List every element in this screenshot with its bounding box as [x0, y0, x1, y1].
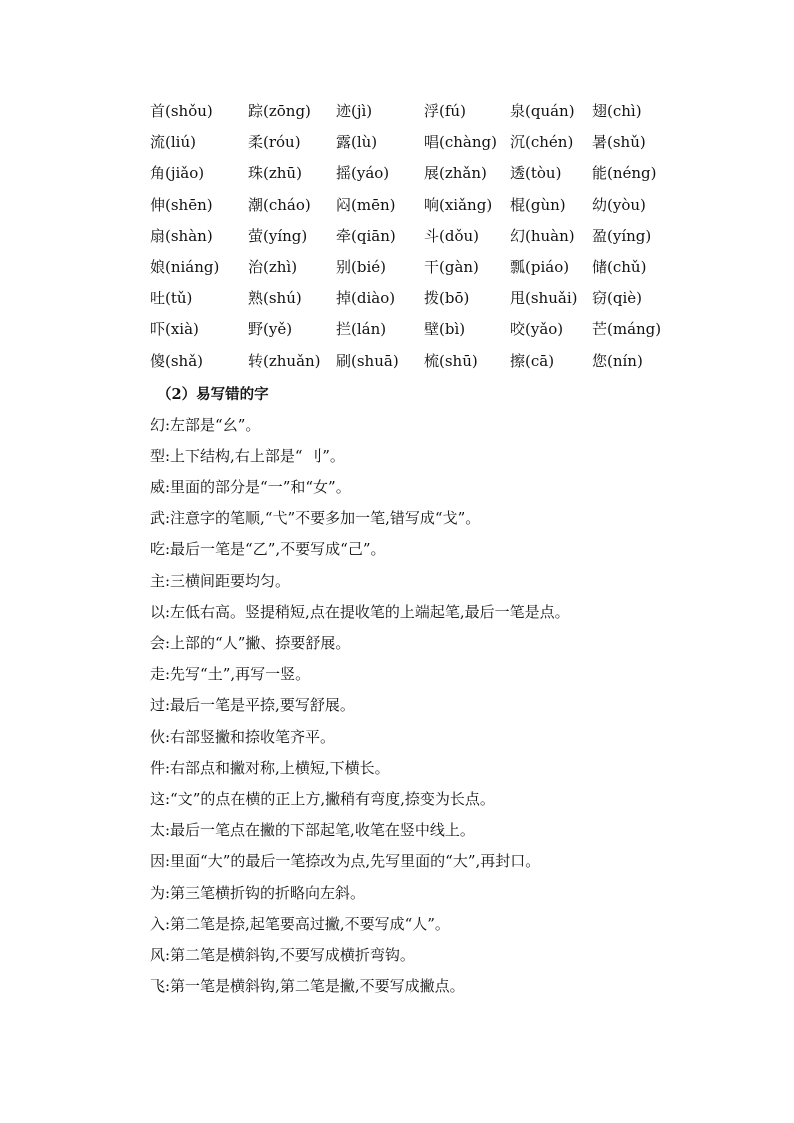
note-line: 以:左低右高。竖提稍短,点在提收笔的上端起笔,最后一笔是点。	[150, 602, 570, 621]
pinyin-entry: 唱(chàng)	[424, 133, 497, 152]
pinyin-entry: 珠(zhū)	[248, 164, 302, 183]
pinyin-entry: 暑(shǔ)	[592, 133, 646, 152]
note-line: 件:右部点和撇对称,上横短,下横长。	[150, 758, 390, 777]
pinyin-entry: 浮(fú)	[424, 102, 466, 120]
pinyin-entry: 扇(shàn)	[150, 226, 213, 245]
pinyin-entry: 刷(shuā)	[336, 351, 399, 370]
note-line: 太:最后一笔点在撇的下部起笔,收笔在竖中线上。	[150, 821, 475, 840]
note-line: 武:注意字的笔顺,“弋”不要多加一笔,错写成“戈”。	[150, 509, 481, 528]
note-line: 为:第三笔横折钩的折略向左斜。	[150, 883, 366, 902]
pinyin-entry: 能(néng)	[592, 164, 657, 183]
pinyin-entry: 迹(jì)	[336, 102, 373, 120]
pinyin-entry: 翅(chì)	[592, 102, 642, 120]
pinyin-entry: 壁(bì)	[424, 320, 466, 339]
note-line: 威:里面的部分是“一”和“女”。	[150, 478, 351, 497]
pinyin-entry: 透(tòu)	[510, 164, 562, 183]
pinyin-entry: 响(xiǎng)	[424, 195, 493, 214]
note-line: 主:三横间距要均匀。	[150, 571, 291, 590]
pinyin-entry: 幻(huàn)	[510, 226, 575, 245]
pinyin-entry: 棍(gùn)	[510, 195, 566, 214]
note-line: 伙:右部竖撇和捺收笔齐平。	[150, 727, 336, 746]
pinyin-entry: 露(lù)	[336, 133, 378, 152]
note-line: 型:上下结构,右上部是“ 刂”。	[150, 446, 345, 465]
pinyin-entry: 沉(chén)	[510, 133, 574, 152]
pinyin-entry: 幼(yòu)	[592, 195, 646, 214]
note-line: 入:第二笔是捺,起笔要高过撇,不要写成“人”。	[150, 914, 450, 933]
note-line: 这:“文”的点在横的正上方,撇稍有弯度,捺变为长点。	[150, 789, 495, 808]
pinyin-entry: 别(bié)	[336, 257, 386, 276]
pinyin-entry: 展(zhǎn)	[424, 164, 487, 183]
pinyin-entry: 治(zhì)	[248, 257, 298, 276]
pinyin-entry: 娘(niáng)	[150, 257, 220, 276]
pinyin-entry: 干(gàn)	[424, 257, 479, 276]
note-line: 幻:左部是“幺”。	[150, 415, 261, 434]
section-title: （2）易写错的字	[157, 385, 269, 403]
pinyin-entry: 窃(qiè)	[592, 289, 642, 308]
note-line: 飞:第一笔是横斜钩,第二笔是撇,不要写成撇点。	[150, 977, 465, 996]
pinyin-entry: 擦(cā)	[510, 351, 555, 370]
pinyin-entry: 斗(dǒu)	[424, 226, 479, 245]
pinyin-entry: 牵(qiān)	[336, 226, 396, 245]
pinyin-entry: 梳(shū)	[424, 351, 478, 370]
document-page	[150, 96, 710, 1002]
pinyin-entry: 萤(yíng)	[248, 226, 308, 245]
pinyin-entry: 吐(tǔ)	[150, 289, 193, 308]
pinyin-entry: 拦(lán)	[336, 320, 387, 339]
pinyin-entry: 踪(zōng)	[248, 102, 311, 120]
pinyin-entry: 您(nín)	[592, 351, 643, 370]
pinyin-entry: 闷(mēn)	[336, 195, 396, 214]
note-line: 会:上部的“人”撇、捺要舒展。	[150, 634, 351, 652]
pinyin-entry: 伸(shēn)	[150, 195, 213, 214]
pinyin-entry: 拨(bō)	[424, 289, 470, 308]
pinyin-entry: 柔(róu)	[248, 133, 301, 152]
pinyin-entry: 盈(yíng)	[592, 226, 652, 245]
pinyin-entry: 吓(xià)	[150, 320, 199, 339]
pinyin-entry: 芒(máng)	[592, 320, 662, 339]
pinyin-entry: 储(chǔ)	[592, 257, 647, 276]
pinyin-entry: 转(zhuǎn)	[248, 351, 321, 370]
pinyin-entry: 首(shǒu)	[150, 102, 213, 120]
note-line: 过:最后一笔是平捺,要写舒展。	[150, 696, 355, 715]
pinyin-entry: 摇(yáo)	[336, 164, 390, 183]
pinyin-table	[150, 96, 710, 377]
pinyin-entry: 咬(yǎo)	[510, 320, 564, 339]
note-line: 走:先写“土”,再写一竖。	[150, 665, 311, 684]
pinyin-entry: 熟(shú)	[248, 289, 302, 308]
pinyin-entry: 甩(shuǎi)	[510, 289, 578, 308]
pinyin-entry: 掉(diào)	[336, 289, 396, 308]
pinyin-entry: 傻(shǎ)	[150, 351, 204, 370]
pinyin-entry: 流(liú)	[150, 133, 196, 152]
pinyin-entry: 野(yě)	[248, 320, 293, 339]
pinyin-entry: 角(jiǎo)	[150, 164, 205, 183]
pinyin-entry: 泉(quán)	[510, 102, 575, 120]
note-line: 吃:最后一笔是“乙”,不要写成“己”。	[150, 540, 386, 559]
notes-list	[150, 410, 710, 1003]
pinyin-entry: 瓢(piáo)	[510, 257, 570, 276]
note-line: 风:第二笔是横斜钩,不要写成横折弯钩。	[150, 945, 415, 964]
pinyin-entry: 潮(cháo)	[248, 195, 311, 214]
note-line: 因:里面“大”的最后一笔捺改为点,先写里面的“大”,再封口。	[150, 852, 541, 871]
